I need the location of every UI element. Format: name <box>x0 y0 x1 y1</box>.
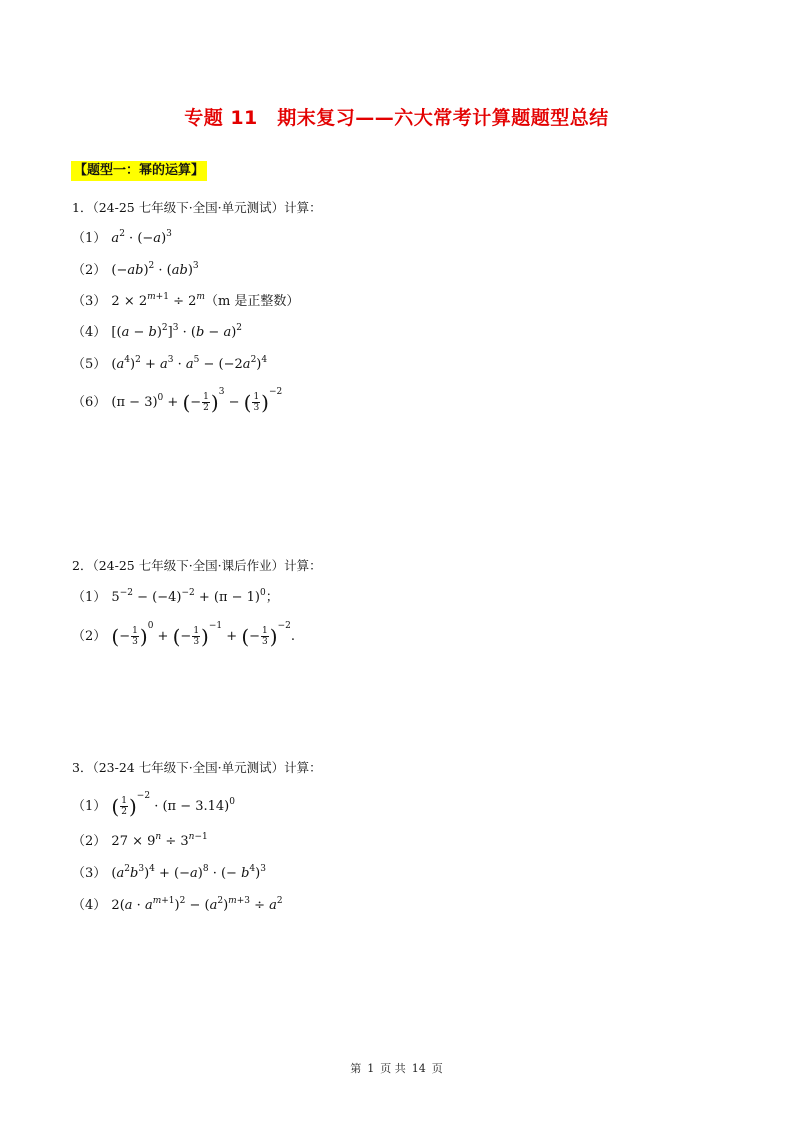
q1-item-1: （1） $a^2 \cdot (-a)^3$ <box>72 229 172 246</box>
q1-item-2: （2） $(-ab)^2 \cdot (ab)^3$ <box>72 261 199 278</box>
q3-item-1: （1） ( $\frac{1}{2}$ )$^{-2} \cdot (\pi - 3.14)^0$ <box>72 791 235 819</box>
page-title: 专题 11 期末复习——六大常考计算题题型总结 <box>184 107 609 129</box>
question-2-head: 2．（24-25 七年级下·全国·课后作业）计算： <box>72 558 322 573</box>
section-tag: 【题型一：幂的运算】 <box>71 161 207 181</box>
q1-item-6: （6） $(\pi - 3)^0$ + (− $\frac{1}{2}$ )$^3$ − ( $\frac{1}{3}$ )$^{-2}$ <box>72 387 283 415</box>
q1-item-4: （4） $[(a - b)^2]^3 \cdot (b - a)^2$ <box>72 323 243 340</box>
question-3-head: 3．（23-24 七年级下·全国·单元测试）计算： <box>72 760 322 775</box>
q2-item-1: （1） $5^{-2} - (-4)^{-2} + (\pi - 1)^0$； <box>72 588 279 605</box>
q3-item-4: （4） $2(a \cdot a^{m+1})^2 - (a^2)^{m+3} \div a^2$ <box>72 896 283 913</box>
q2-item-2: （2） (− $\frac{1}{3}$ )$^0$ + (− $\frac{1}{3}$ )$^{-1}$ + (− $\frac{1}{3}$ )$^{-2}$. <box>72 621 295 649</box>
q3-item-3: （3） $(a^2b^3)^4 + (-a)^8$ · (− $b^4)^3$ <box>72 864 266 881</box>
q1-item-5: （5） $(a^4)^2 + a^3 \cdot a^5 - (-2a^2)^4$ <box>72 355 268 372</box>
q3-item-2: （2） $27 \times 9^n \div 3^{n-1}$ <box>72 832 208 849</box>
page-footer: 第 1 页 共 14 页 <box>350 1062 443 1075</box>
question-1-head: 1．（24-25 七年级下·全国·单元测试）计算： <box>72 200 322 215</box>
total-pages: 14 <box>411 1062 426 1075</box>
q1-item-3: （3） $2 \times 2^{m+1} \div 2^m(m$ 是正整数） <box>72 292 300 309</box>
q1-item-3-note: （m 是正整数） <box>204 294 300 309</box>
page-number: 1 <box>367 1062 375 1075</box>
